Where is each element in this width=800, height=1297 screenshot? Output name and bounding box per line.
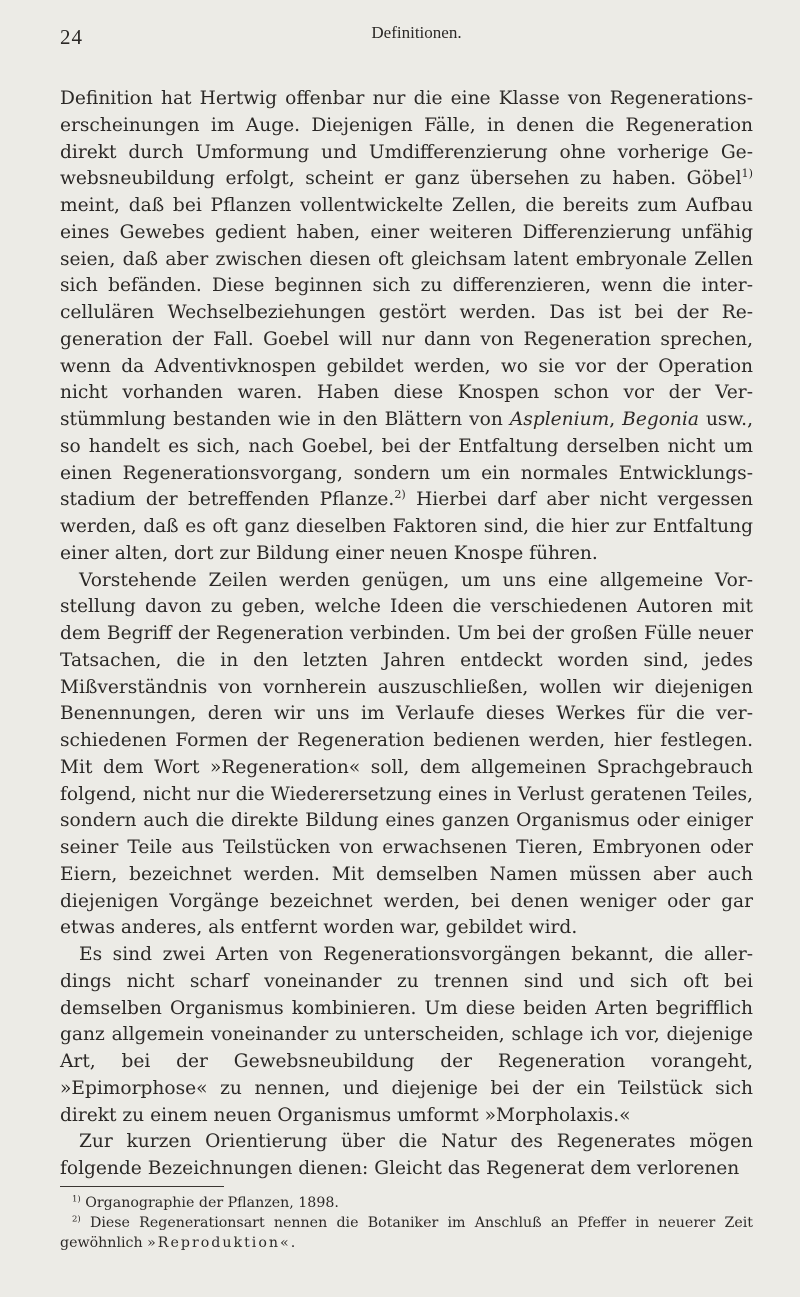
footnote-1 [60,1193,753,1213]
text-run: Definition hat Hertwig offenbar nur die eine Klasse von Regenerationserscheinungen im Auge. Diejenigen Fälle, in denen die Regeneration direkt durch Umformung und Umdifferenzierung ohne vorherige Gewebsneubildung erfolgt, scheint er ganz übersehen zu haben. Göbel [60,88,753,190]
paragraph-4: Zur kurzen Orientierung über die Natur des Regenerates mögen folgende Bezeichnungen dienen: Gleicht das Regenerat dem verlorenen [60,1131,753,1179]
paragraph-2: Vorstehende Zeilen werden genügen, um uns eine allgemeine Vorstellung davon zu geben, welche Ideen die verschiedenen Autoren mit dem Begriff der Regeneration verbinden. Um bei der großen Fülle neuer Tatsachen, die in den letzten Jahren entdeckt worden sind, jedes Mißverständnis von vornherein auszuschließen, wollen wir diejenigen Benennungen, deren wir uns im Verlaufe dieses Werkes für die verschiedenen Formen der Regeneration bedienen werden, hier festlegen. Mit dem Wort »Regeneration« soll, dem allgemeinen Sprachgebrauch folgend, nicht nur die Wiederersetzung eines in Verlust geratenen Teiles, sondern auch die direkte Bildung eines ganzen Organismus oder einiger seiner Teile aus Teilstücken von erwachsenen Tieren, Embryonen oder Eiern, bezeichnet werden. Mit demselben Namen müssen aber auch diejenigen Vorgänge bezeichnet werden, bei denen weniger oder gar etwas anderes, als entfernt worden war, gebildet wird. [60,569,753,939]
running-title: Definitionen. [371,23,462,42]
text-run: usw., so handelt es sich, nach Goebel, bei der Entfaltung derselben nicht um einen Regenerationsvorgang, sondern um ein normales Entwicklungsstadium der betreffenden Pflanze. [60,409,753,511]
footnotes [60,1193,753,1253]
running-head [60,22,753,62]
text-run: , [609,409,623,430]
text-run: Hierbei darf aber nicht vergessen werden, daß es oft ganz dieselben Faktoren sind, die hier zur Entfaltung einer alten, dort zur Bildung einer neuen Knospe führen. [60,489,754,564]
footnote-ref-2: 2) [394,488,406,502]
book-page [60,22,753,1253]
footnote-2 [60,1213,753,1253]
footnote-mark: 1) [72,1194,81,1205]
text-run: meint, daß bei Pflanzen vollentwickelte Zellen, die bereits zum Aufbau eines Gewebes gedient haben, einer weiteren Differenzierung unfähig seien, daß aber zwischen diesen oft gleichsam latent embryonale Zellen sich befänden. Diese beginnen sich zu differenzieren, wenn die intercellulären Wechselbeziehungen gestört werden. Das ist bei der Regeneration der Fall. Goebel will nur dann von Regeneration sprechen, wenn da Adventivknospen gebildet werden, wo sie vor der Operation nicht vorhanden waren. Haben diese Knospen schon vor der Verstümmlung bestanden wie in den Blättern von [60,195,753,430]
footnote-text: Diese Regenerationsart nennen die Botaniker im Anschluß an Pfeffer in neuerer Zeit gewöhnlich [60,1214,753,1251]
italic-term: Begonia [622,409,699,430]
footnote-text: Organographie der Pflanzen, 1898. [80,1194,339,1211]
italic-term: Asplenium [509,409,610,430]
footnote-spaced-term: »Reproduktion«. [147,1234,298,1251]
paragraph-3: Es sind zwei Arten von Regenerationsvorgängen bekannt, die allerdings nicht scharf voneinander zu trennen sind und sich oft bei demselben Organismus kombinieren. Um diese beiden Arten begrifflich ganz allgemein voneinander zu unterscheiden, schlage ich vor, diejenige Art, bei der Gewebsneubildung der Regeneration vorangeht, »Epimorphose« zu nennen, und diejenige bei der ein Teilstück sich direkt zu einem neuen Organismus umformt »Morpholaxis.« [60,944,753,1126]
page-number: 24 [60,25,83,49]
footnote-ref-1: 1) [741,167,753,181]
footnote-divider [60,1186,224,1187]
paragraph-1 [60,86,753,568]
body-text [60,86,753,1183]
footnote-mark: 2) [72,1214,81,1225]
